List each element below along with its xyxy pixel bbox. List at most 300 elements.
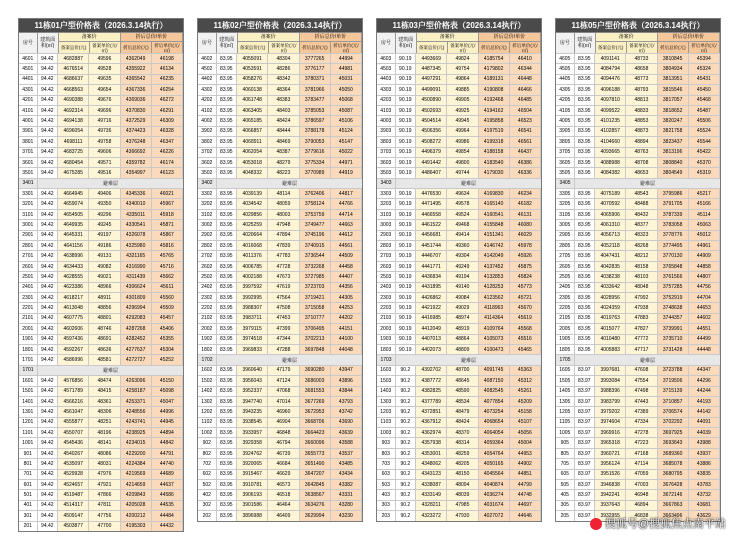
table-cell: 83.95 <box>217 387 238 396</box>
table-cell: 47894 <box>268 231 299 240</box>
table-cell: 3003 <box>377 220 396 229</box>
room-number: 3405 <box>556 179 575 188</box>
table-cell: 4061748 <box>237 96 268 105</box>
table-cell: 3778776 <box>658 231 689 240</box>
table-cell: 3813196 <box>658 148 689 157</box>
header-group <box>300 33 362 53</box>
table-cell: 83.95 <box>217 210 238 219</box>
header-group-sub <box>300 42 361 53</box>
table-cell: 90.19 <box>396 64 417 73</box>
table-cell: 4053591 <box>237 64 268 73</box>
table-cell: 83.95 <box>575 210 596 219</box>
table-cell: 48286 <box>268 64 299 73</box>
header-group-title: 折后总价/单价 <box>658 33 719 42</box>
table-cell: 49885 <box>447 85 478 94</box>
table-cell: 4504514 <box>416 116 447 125</box>
table-cell: 48377 <box>626 220 657 229</box>
table-cell: 46561 <box>510 137 541 146</box>
table-cell: 3960640 <box>237 366 268 375</box>
table-cell: 4466558 <box>416 210 447 219</box>
table-cell: 47608 <box>626 366 657 375</box>
header-group-title: 折后总价/单价 <box>479 33 540 42</box>
table-cell: 44602 <box>689 314 720 323</box>
table-cell: 47839 <box>268 241 299 250</box>
header-unit: 备案单价(元/㎡) <box>268 42 299 53</box>
table-cell: 46235 <box>152 75 183 84</box>
table-cell: 4091745 <box>479 366 510 375</box>
table-cell: 46838 <box>626 511 657 520</box>
table-header <box>377 32 541 53</box>
table-cell: 3777265 <box>300 54 331 63</box>
table-cell: 703 <box>377 459 396 468</box>
table-cell: 4053018 <box>237 158 268 167</box>
table-cell: 1601 <box>19 376 38 385</box>
table-cell: 94.42 <box>38 85 59 94</box>
table-cell: 45068 <box>331 96 362 105</box>
table-cell: 94.42 <box>38 522 59 531</box>
table-cell: 49414 <box>447 231 478 240</box>
table-cell: 3102 <box>198 210 217 219</box>
table-cell: 49197 <box>89 231 120 240</box>
table-cell: 4461522 <box>416 220 447 229</box>
table-cell: 3775334 <box>300 158 331 167</box>
table-cell: 48793 <box>626 85 657 94</box>
header-group-sub <box>417 42 478 53</box>
table-cell: 4102 <box>198 106 217 115</box>
table-cell: 3988307 <box>237 303 268 312</box>
table-cell: 47728 <box>268 262 299 271</box>
table-cell: 4099522 <box>595 106 626 115</box>
table-cell: 48474 <box>89 376 120 385</box>
table-cell: 47288 <box>268 345 299 354</box>
table-cell: 3203 <box>377 199 396 208</box>
table-cell: 43681 <box>689 501 720 510</box>
refuge-floor-row <box>377 354 541 364</box>
table-row <box>556 386 720 396</box>
table-cell: 49304 <box>447 251 478 260</box>
table-cell: 48251 <box>89 418 120 427</box>
table-row <box>198 469 362 479</box>
table-cell: 83.95 <box>217 418 238 427</box>
table-cell: 48314 <box>447 438 478 447</box>
table-cell: 48691 <box>89 335 120 344</box>
table-row <box>19 230 183 240</box>
table-cell: 90.19 <box>396 335 417 344</box>
header-group-sub <box>596 42 657 53</box>
table-cell: 4550707 <box>58 428 89 437</box>
table-row <box>198 323 362 333</box>
table-cell: 4369036 <box>121 96 152 105</box>
table-cell: 4054764 <box>479 449 510 458</box>
table-cell: 46541 <box>510 127 541 136</box>
table-cell: 3774495 <box>658 241 689 250</box>
table-cell: 44356 <box>331 283 362 292</box>
table-cell: 4682887 <box>58 54 89 63</box>
header-unit: 备案单价(元/㎡) <box>447 42 478 53</box>
table-cell: 4638996 <box>58 251 89 260</box>
table-cell: 4680454 <box>58 158 89 167</box>
table-cell: 47619 <box>268 283 299 292</box>
table-cell: 4367912 <box>416 418 447 427</box>
table-cell: 3502 <box>198 168 217 177</box>
table-cell: 48403 <box>268 106 299 115</box>
table-cell: 45524 <box>689 127 720 136</box>
table-cell: 3705 <box>556 148 575 157</box>
table-cell: 4576856 <box>58 376 89 385</box>
table-row <box>377 74 541 84</box>
table-cell: 2005 <box>556 324 575 333</box>
table-row <box>198 157 362 167</box>
table-row <box>556 469 720 479</box>
table-cell: 4179030 <box>479 168 510 177</box>
table-row <box>19 53 183 63</box>
table-cell: 48873 <box>626 127 657 136</box>
table-cell: 3005 <box>556 220 575 229</box>
table-cell: 44909 <box>689 251 720 260</box>
table-cell: 3762406 <box>300 189 331 198</box>
table-cell: 83.95 <box>575 148 596 157</box>
table-cell: 83.95 <box>575 137 596 146</box>
table-cell: 4058276 <box>237 75 268 84</box>
table-row <box>556 261 720 271</box>
table-cell: 3715139 <box>658 387 689 396</box>
table-cell: 4353001 <box>416 449 447 458</box>
table-cell: 49131 <box>89 251 120 260</box>
table-cell: 83.95 <box>217 324 238 333</box>
table-cell: 2903 <box>377 231 396 240</box>
table-cell: 94.42 <box>38 449 59 458</box>
table-cell: 48658 <box>626 64 657 73</box>
table-cell: 47344 <box>268 335 299 344</box>
table-cell: 83.95 <box>217 314 238 323</box>
table-cell: 44305 <box>331 293 362 302</box>
table-cell: 4586996 <box>58 355 89 364</box>
table-cell: 4209843 <box>121 490 152 499</box>
price-table <box>197 18 363 522</box>
table-cell: 4301 <box>19 85 38 94</box>
table-cell: 94.42 <box>38 158 59 167</box>
table-cell: 4192468 <box>479 96 510 105</box>
table-cell: 45166 <box>689 199 720 208</box>
table-cell: 83.95 <box>217 64 238 73</box>
table-row <box>556 427 720 437</box>
header-dtotal: 折后总价(元) <box>481 45 507 50</box>
table-cell: 4613048 <box>58 303 89 312</box>
table-cell: 44953 <box>510 449 541 458</box>
table-cell: 4519487 <box>58 490 89 499</box>
room-number: 1702 <box>198 355 217 364</box>
table-cell: 4002 <box>198 116 217 125</box>
table-cell: 43835 <box>689 470 720 479</box>
refuge-floor-label: 避难层 <box>281 357 297 364</box>
table-cell: 4084382 <box>595 168 626 177</box>
table-cell: 47399 <box>268 324 299 333</box>
table-cell: 46328 <box>152 127 183 136</box>
table-row <box>198 136 362 146</box>
table-cell: 45252 <box>152 355 183 364</box>
table-cell: 4197519 <box>479 127 510 136</box>
table-cell: 3702292 <box>658 418 689 427</box>
table-cell: 83.95 <box>217 490 238 499</box>
table-row <box>377 147 541 157</box>
table-cell: 1501 <box>19 387 38 396</box>
table-cell: 46386 <box>510 158 541 167</box>
table-cell: 4301809 <box>121 293 152 302</box>
table-row <box>198 115 362 125</box>
table-cell: 4039139 <box>237 189 268 198</box>
table-cell: 45363 <box>510 366 541 375</box>
table-cell: 90.19 <box>396 96 417 105</box>
table-row <box>19 323 183 333</box>
table-cell: 44842 <box>152 438 183 447</box>
table-cell: 48733 <box>626 54 657 63</box>
table-row <box>198 375 362 385</box>
table-cell: 4592267 <box>58 345 89 354</box>
table-cell: 4302 <box>198 85 217 94</box>
table-cell: 4292083 <box>121 314 152 323</box>
table-cell: 83.95 <box>217 459 238 468</box>
table-cell: 4015077 <box>595 324 626 333</box>
room-number: 1703 <box>377 355 396 364</box>
table-cell: 48763 <box>626 148 657 157</box>
table-cell: 44484 <box>152 511 183 520</box>
table-cell: 48653 <box>626 168 657 177</box>
table-header <box>198 32 362 53</box>
table-cell: 44091 <box>689 418 720 427</box>
room-number: 3403 <box>377 179 396 188</box>
table-cell: 3803 <box>377 137 396 146</box>
table-cell: 48323 <box>626 231 657 240</box>
table-cell: 4132853 <box>479 272 510 281</box>
table-cell: 83.95 <box>217 148 238 157</box>
table-cell: 4348062 <box>416 459 447 468</box>
table-cell: 83.95 <box>575 54 596 63</box>
table-cell: 94.42 <box>38 75 59 84</box>
table-cell: 45324 <box>689 64 720 73</box>
table-row <box>198 84 362 94</box>
table-row <box>377 53 541 63</box>
table-cell: 48059 <box>268 199 299 208</box>
table-cell: 2901 <box>19 231 38 240</box>
table-cell: 49716 <box>89 116 120 125</box>
table-cell: 4601 <box>19 54 38 63</box>
table-cell: 4105 <box>556 106 575 115</box>
table-cell: 90.2 <box>396 376 417 385</box>
table-cell: 44902 <box>510 459 541 468</box>
table-cell: 48488 <box>626 199 657 208</box>
table-cell: 4050165 <box>479 459 510 468</box>
table-row <box>377 344 541 354</box>
table-cell: 4376248 <box>121 137 152 146</box>
table-cell: 3937643 <box>595 501 626 510</box>
table-cell: 44296 <box>689 376 720 385</box>
table-row <box>19 334 183 344</box>
table-cell: 90.2 <box>396 438 417 447</box>
table-cell: 44663 <box>331 220 362 229</box>
table-cell: 47985 <box>447 501 478 510</box>
table-cell: 2701 <box>19 251 38 260</box>
table-cell: 4055091 <box>237 54 268 63</box>
table-cell: 47783 <box>268 251 299 260</box>
table-cell: 94.42 <box>38 470 59 479</box>
table-cell: 4692314 <box>58 106 89 115</box>
table-cell: 94.42 <box>38 137 59 146</box>
table-row <box>19 105 183 115</box>
table-cell: 4649935 <box>58 220 89 229</box>
table-cell: 94.42 <box>38 64 59 73</box>
table-cell: 4082545 <box>479 387 510 396</box>
table-cell: 46629 <box>268 470 299 479</box>
table-cell: 3638567 <box>300 490 331 499</box>
table-cell: 4402073 <box>416 345 447 354</box>
table-cell: 90.19 <box>396 220 417 229</box>
table-cell: 1401 <box>19 397 38 406</box>
table-cell: 2705 <box>556 251 575 260</box>
table-row <box>19 396 183 406</box>
table-cell: 46198 <box>152 54 183 63</box>
table-cell: 47700 <box>89 522 120 531</box>
table-cell: 45611 <box>152 283 183 292</box>
table-row <box>556 406 720 416</box>
table-cell: 83.95 <box>217 241 238 250</box>
table-cell: 4392702 <box>416 366 447 375</box>
table-cell: 46485 <box>510 96 541 105</box>
table-cell: 49084 <box>447 293 478 302</box>
table-cell: 48259 <box>447 449 478 458</box>
table-cell: 2103 <box>377 314 396 323</box>
table-cell: 4219569 <box>121 470 152 479</box>
table-cell: 902 <box>198 438 217 447</box>
table-cell: 83.95 <box>575 314 596 323</box>
table-cell: 45431 <box>689 75 720 84</box>
table-cell: 3686003 <box>300 376 331 385</box>
table-cell: 3680795 <box>658 470 689 479</box>
table-row <box>198 74 362 84</box>
table-cell: 4335011 <box>121 210 152 219</box>
table-cell: 83.95 <box>217 376 238 385</box>
table-cell: 49800 <box>447 158 478 167</box>
table-cell: 4491442 <box>416 158 447 167</box>
table-cell: 4357938 <box>416 438 447 447</box>
table-cell: 94.42 <box>38 397 59 406</box>
table-cell: 49696 <box>89 106 120 115</box>
table-cell: 90.19 <box>396 272 417 281</box>
table-cell: 4185754 <box>479 54 510 63</box>
table-cell: 4056713 <box>595 231 626 240</box>
table-cell: 4436834 <box>416 272 447 281</box>
table-cell: 1402 <box>198 387 217 396</box>
table-cell: 45487 <box>689 106 720 115</box>
table-cell: 4243741 <box>121 418 152 427</box>
table-cell: 47717 <box>626 345 657 354</box>
table-cell: 4694138 <box>58 116 89 125</box>
table-cell: 90.19 <box>396 262 417 271</box>
table-cell: 48853 <box>626 116 657 125</box>
table-cell: 45056 <box>510 428 541 437</box>
table-cell: 2803 <box>377 241 396 250</box>
table-cell: 45012 <box>689 231 720 240</box>
table-row <box>377 282 541 292</box>
table-cell: 4066857 <box>237 127 268 136</box>
table-cell: 4061310 <box>595 220 626 229</box>
table-cell: 3821758 <box>658 127 689 136</box>
table-cell: 83.95 <box>575 231 596 240</box>
table-cell: 46182 <box>510 199 541 208</box>
table-cell: 45406 <box>152 324 183 333</box>
table-row <box>556 230 720 240</box>
table-row <box>19 147 183 157</box>
table-row <box>556 74 720 84</box>
table-cell: 44858 <box>689 262 720 271</box>
table-cell: 49350 <box>89 199 120 208</box>
table-cell: 4248556 <box>121 407 152 416</box>
table-cell: 3201 <box>19 199 38 208</box>
table-row <box>19 469 183 479</box>
table-cell: 43485 <box>331 459 362 468</box>
table-cell: 48383 <box>268 96 299 105</box>
table-cell: 44994 <box>331 54 362 63</box>
table-cell: 4146742 <box>479 241 510 250</box>
table-cell: 4303 <box>377 85 396 94</box>
table-row <box>19 63 183 73</box>
table-cell: 94.42 <box>38 303 59 312</box>
table-cell: 43629 <box>689 511 720 520</box>
table-cell: 3603 <box>377 158 396 167</box>
table-cell: 45422 <box>689 148 720 157</box>
table-cell: 90.19 <box>396 127 417 136</box>
table-cell: 3988396 <box>595 387 626 396</box>
table-cell: 90.19 <box>396 137 417 146</box>
table-cell: 46437 <box>510 148 541 157</box>
table-cell: 4659074 <box>58 199 89 208</box>
table-cell: 4623386 <box>58 283 89 292</box>
table-cell: 83.95 <box>575 168 596 177</box>
header-group <box>479 33 541 53</box>
table-cell: 4305 <box>556 85 575 94</box>
table-cell: 4618217 <box>58 293 89 302</box>
table-cell: 3305 <box>556 189 575 198</box>
table-cell: 45450 <box>689 85 720 94</box>
table-cell: 94.42 <box>38 262 59 271</box>
table-cell: 47976 <box>89 470 120 479</box>
table-cell: 3770130 <box>658 251 689 260</box>
table-cell: 83.95 <box>575 116 596 125</box>
table-cell: 3681553 <box>300 387 331 396</box>
table-cell: 49245 <box>89 220 120 229</box>
table-cell: 48048 <box>626 283 657 292</box>
table-cell: 4486407 <box>416 168 447 177</box>
table-cell: 3642845 <box>300 480 331 489</box>
table-cell: 4602606 <box>58 324 89 333</box>
table-cell: 4155848 <box>479 220 510 229</box>
table-cell: 1001 <box>19 438 38 447</box>
table-cell: 3761566 <box>658 272 689 281</box>
table-cell: 83.95 <box>217 293 238 302</box>
table-cell: 83.97 <box>575 376 596 385</box>
table-cell: 3801 <box>19 137 38 146</box>
table-cell: 83.95 <box>575 64 596 73</box>
table-cell: 47124 <box>268 376 299 385</box>
table-row <box>198 147 362 157</box>
table-cell: 94.42 <box>38 220 59 229</box>
table-cell: 47948 <box>268 220 299 229</box>
table-cell: 83.95 <box>217 75 238 84</box>
table-cell: 4070592 <box>595 199 626 208</box>
table-cell: 90.2 <box>396 459 417 468</box>
table-cell: 1403 <box>377 387 396 396</box>
table-cell: 3815546 <box>658 85 689 94</box>
refuge-floor-row <box>19 178 183 188</box>
